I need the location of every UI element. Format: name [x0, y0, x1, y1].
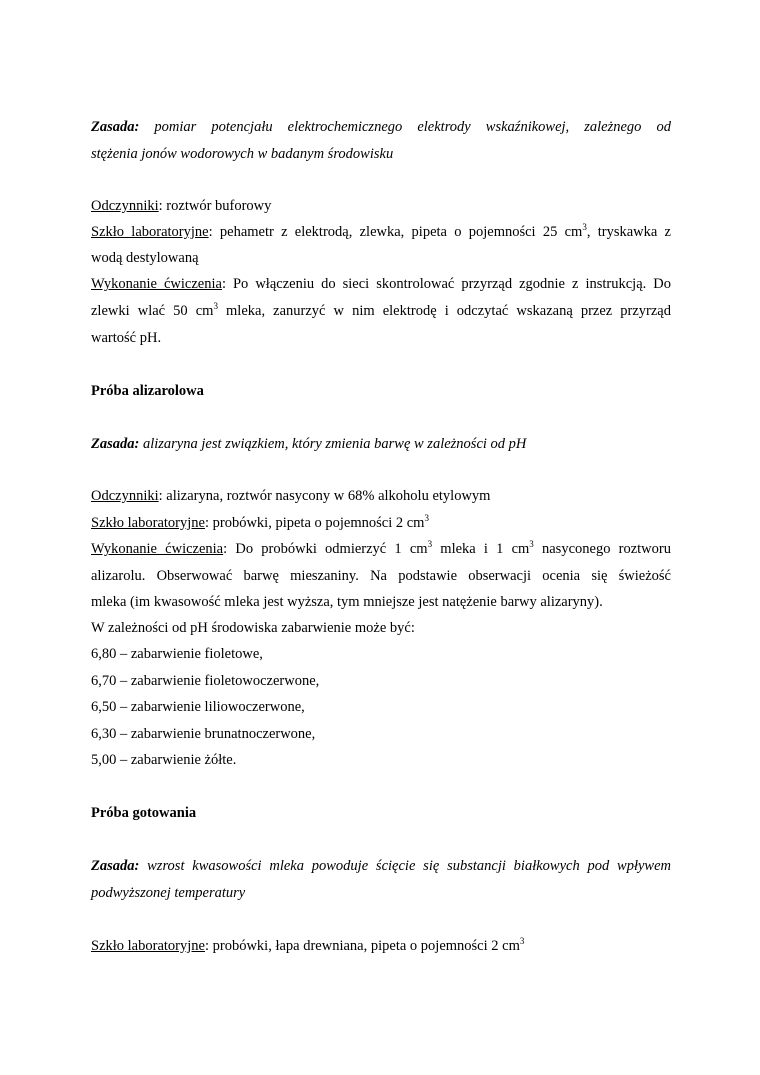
alizarol-intro: W zależności od pH środowiska zabarwienie może być: [91, 620, 415, 636]
gotowanie-szklo-label: Szkło laboratoryjne [91, 938, 205, 954]
alizarol-color-item: 6,80 – zabarwienie fioletowe, [91, 646, 263, 662]
alizarol-odczynniki-label: Odczynniki [91, 488, 159, 504]
ph-zasada-text: pomiar potencjału elektrochemicznego elektrody wskaźnikowej, zależnego od [154, 119, 672, 135]
alizarol-wykonanie-sup-1: 3 [427, 539, 433, 549]
alizarol-wykonanie-sup-2: 3 [529, 539, 534, 549]
ph-zasada-label: Zasada: [91, 119, 140, 135]
ph-wykonanie-line-3: wartość pH. [91, 330, 162, 346]
alizarol-zasada-text: alizaryna jest związkiem, który zmienia barwę w zależności od pH [142, 436, 527, 452]
alizarol-color-item: 6,50 – zabarwienie liliowoczerwone, [91, 699, 305, 715]
alizarol-color-item: 5,00 – zabarwienie żółte. [91, 752, 237, 768]
alizarol-heading: Próba alizarolowa [91, 383, 204, 399]
ph-odczynniki-line [91, 197, 671, 215]
gotowanie-szklo-line [91, 937, 671, 955]
ph-wykonanie-label: Wykonanie ćwiczenia [91, 276, 222, 292]
ph-wykonanie-text-2b: mleka, zanurzyć w nim elektrodę i odczytać wskazaną przez przyrząd [217, 303, 671, 319]
ph-szklo-label: Szkło laboratoryjne [91, 224, 209, 240]
alizarol-wykonanie-text-1b: mleka i 1 cm [432, 541, 530, 557]
alizarol-wykonanie-text-1c: nasyconego roztworu [533, 541, 671, 557]
ph-szklo-text-a: : pehametr z elektrodą, zlewka, pipeta o pojemności 25 cm [208, 224, 583, 240]
ph-odczynniki-text: : roztwór buforowy [158, 198, 272, 214]
alizarol-wykonanie-line-1 [91, 540, 671, 558]
gotowanie-szklo-text: : probówki, łapa drewniana, pipeta o pojemności 2 cm [204, 938, 520, 954]
alizarol-color-item: 6,30 – zabarwienie brunatnoczerwone, [91, 726, 316, 742]
gotowanie-szklo-sup: 3 [519, 936, 525, 946]
ph-wykonanie-line-2 [91, 302, 671, 320]
gotowanie-heading: Próba gotowania [91, 805, 197, 821]
alizarol-szklo-sup: 3 [424, 513, 429, 523]
alizarol-szklo-line [91, 514, 671, 532]
alizarol-odczynniki-line [91, 487, 671, 505]
gotowanie-zasada-line-2: podwyższonej temperatury [91, 885, 246, 901]
gotowanie-zasada-text: wzrost kwasowości mleka powoduje ścięcie się substancji białkowych pod wpływem [147, 858, 672, 874]
alizarol-wykonanie-label: Wykonanie ćwiczenia [91, 541, 224, 557]
ph-szklo-text-b: , tryskawka z [586, 224, 671, 240]
alizarol-szklo-text: : probówki, pipeta o pojemności 2 cm [204, 515, 425, 531]
alizarol-wykonanie-line-2: alizarolu. Obserwować barwę mieszaniny. Na podstawie obserwacji ocenia się świeżość [91, 568, 671, 584]
ph-wykonanie-sup: 3 [213, 301, 218, 311]
alizarol-zasada-line [91, 435, 671, 453]
alizarol-wykonanie-text-1a: : Do probówki odmierzyć 1 cm [223, 541, 428, 557]
ph-wykonanie-text-1: : Po włączeniu do sieci skontrolować przyrząd zgodnie z instrukcją. Do [221, 276, 671, 292]
gotowanie-zasada-label: Zasada: [91, 858, 140, 874]
ph-wykonanie-text-2a: zlewki wlać 50 cm [91, 303, 214, 319]
alizarol-wykonanie-line-3: mleka (im kwasowość mleka jest wyższa, tym mniejsze jest natężenie barwy alizaryny). [91, 594, 603, 610]
ph-szklo-sup: 3 [582, 222, 587, 232]
ph-szklo-line-1 [91, 223, 671, 241]
ph-szklo-line-2: wodą destylowaną [91, 250, 199, 266]
ph-wykonanie-line-1 [91, 275, 671, 293]
ph-odczynniki-label: Odczynniki [91, 198, 159, 214]
alizarol-color-item: 6,70 – zabarwienie fioletowoczerwone, [91, 673, 320, 689]
alizarol-zasada-label: Zasada: [91, 436, 140, 452]
ph-zasada-line-2: stężenia jonów wodorowych w badanym środowisku [91, 146, 394, 162]
alizarol-odczynniki-text: : alizaryna, roztwór nasycony w 68% alkoholu etylowym [158, 488, 491, 504]
ph-zasada-line-1 [91, 118, 671, 136]
gotowanie-zasada-line-1 [91, 857, 671, 875]
alizarol-szklo-label: Szkło laboratoryjne [91, 515, 205, 531]
